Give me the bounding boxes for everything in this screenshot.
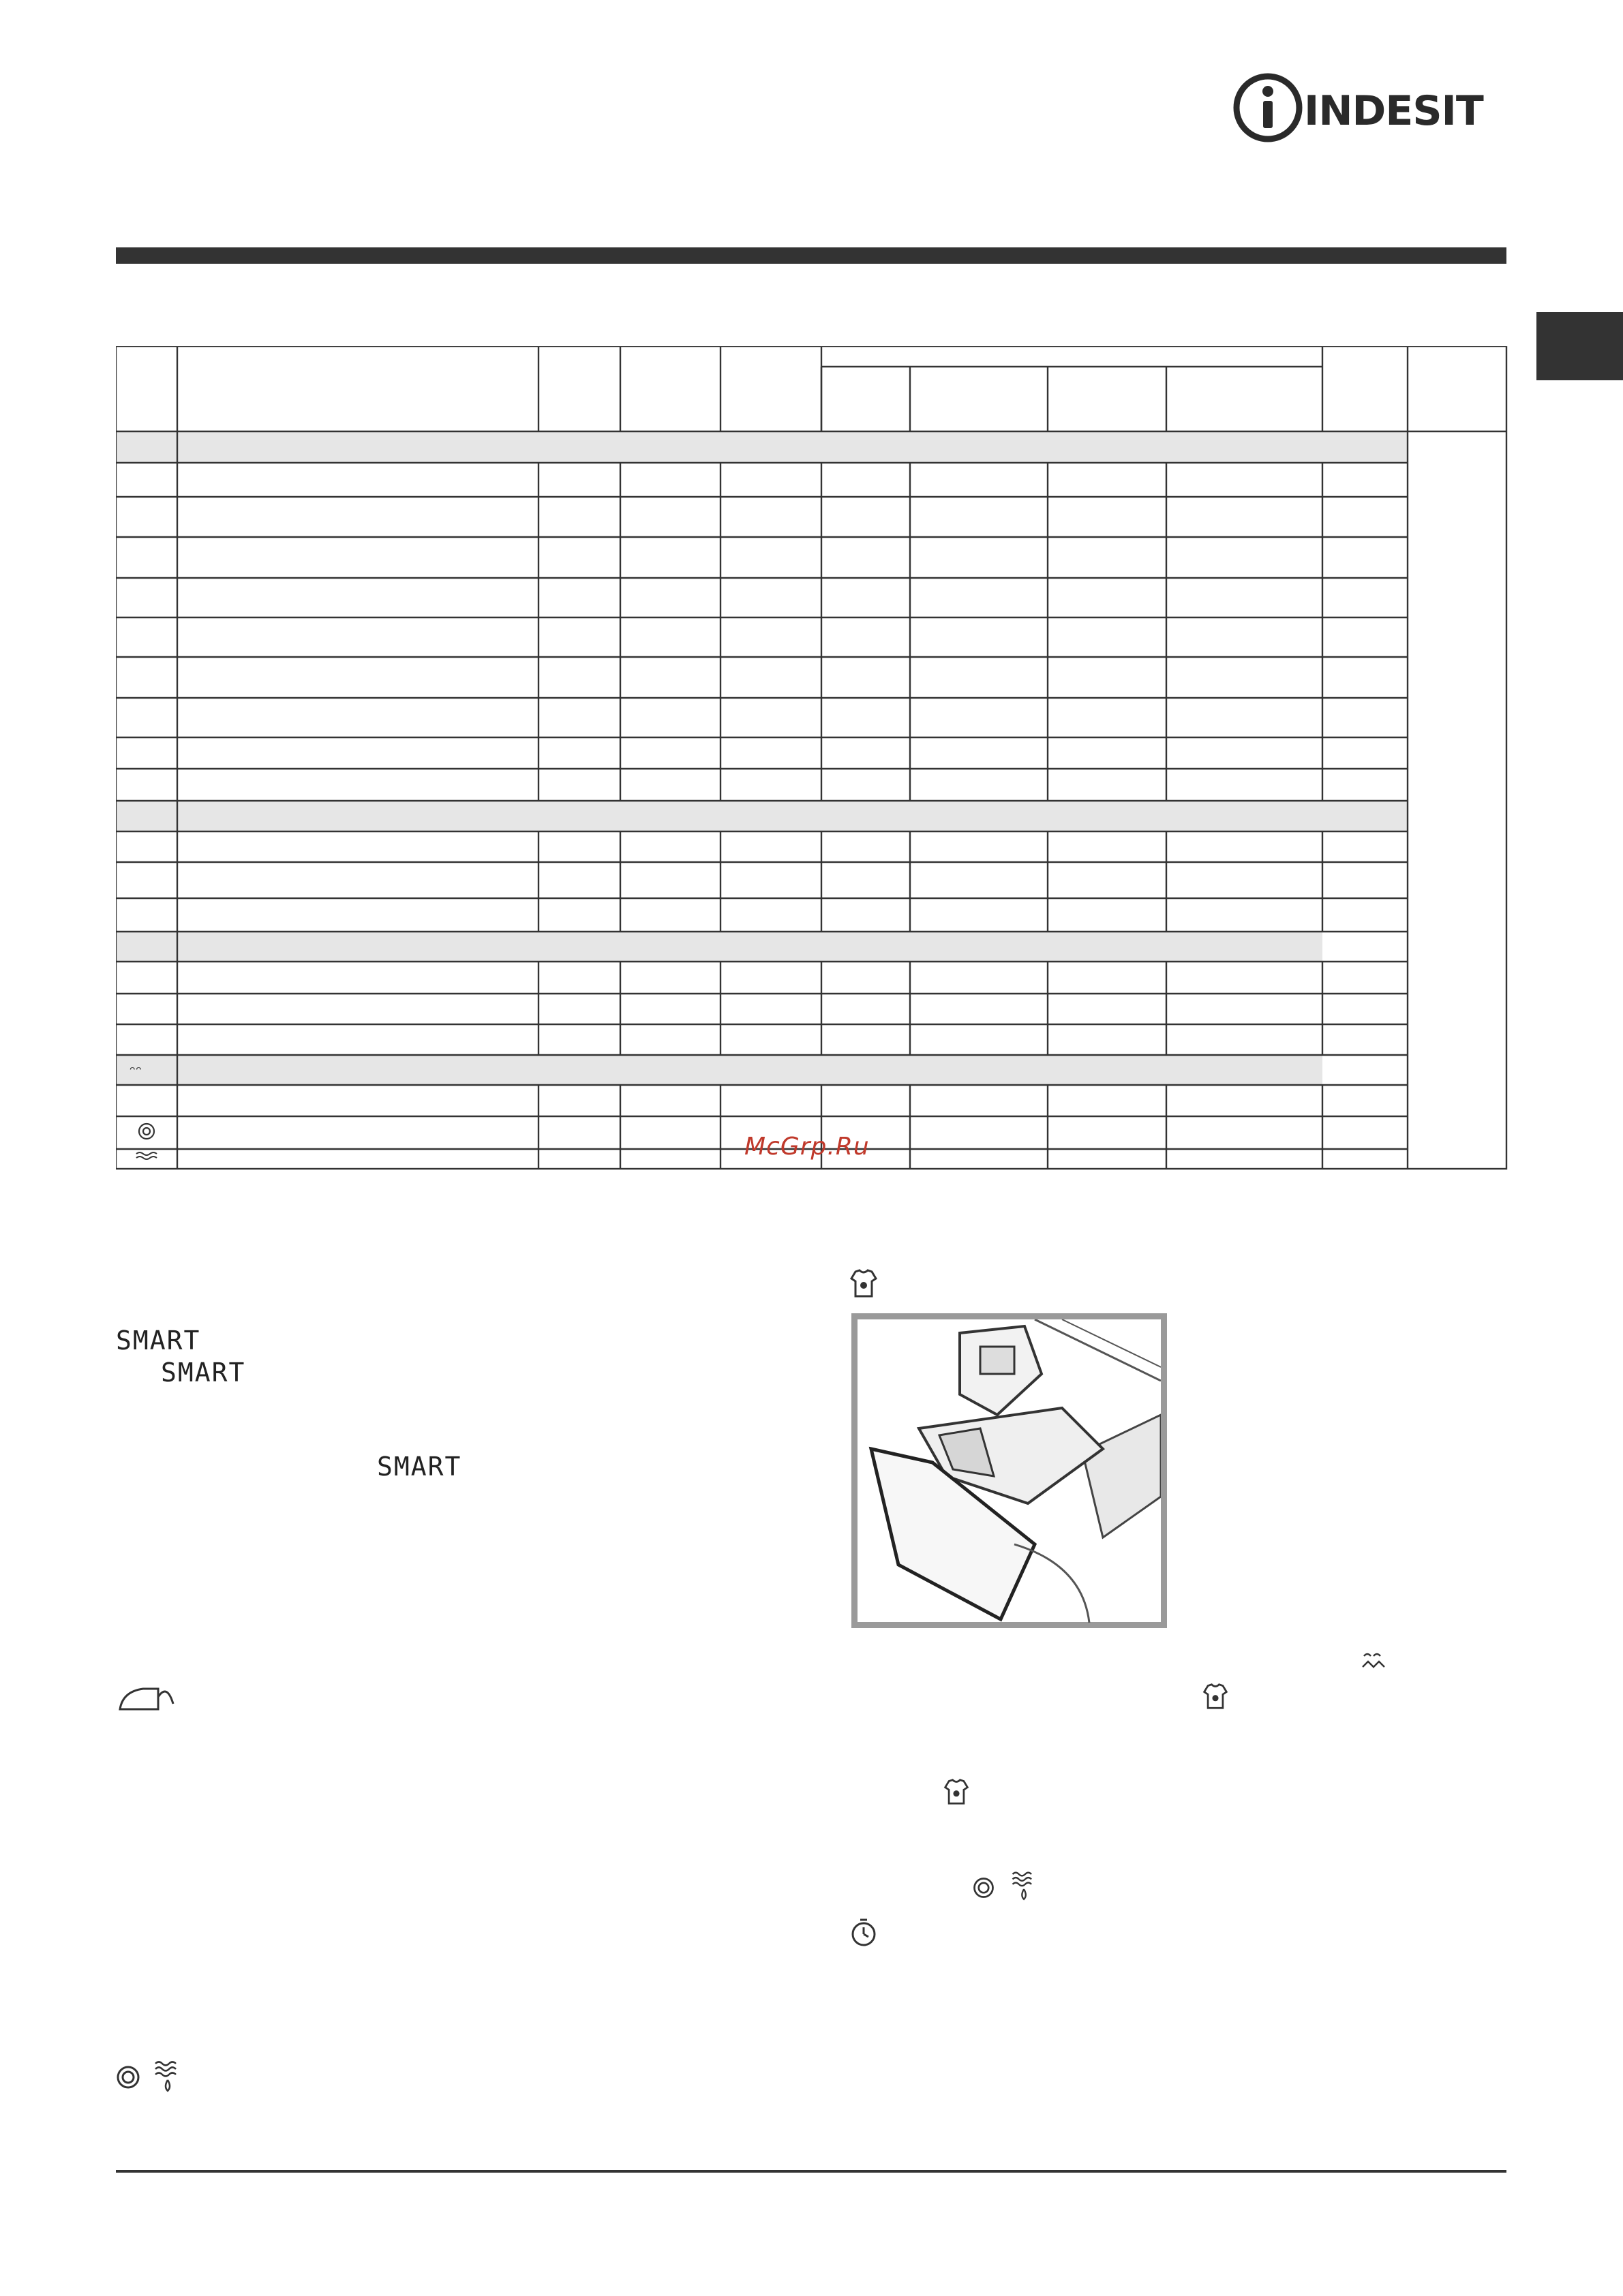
section-row-2 — [116, 801, 1408, 831]
footer-rule — [116, 2170, 1506, 2173]
shirt-stain-icon — [849, 1266, 879, 1300]
programme-table — [116, 346, 1508, 1171]
section-row-4 — [116, 1055, 1322, 1085]
brand-name: INDESIT — [1304, 87, 1483, 135]
smart-label-3: SMART — [377, 1452, 462, 1482]
header-rule — [116, 247, 1506, 264]
section-row-1 — [116, 431, 1408, 463]
spin-icon — [971, 1876, 996, 1900]
timer-icon — [849, 1916, 878, 1948]
detergent-drawer-illustration — [851, 1313, 1167, 1628]
language-tab — [1536, 312, 1623, 380]
shirt-stain-icon — [1202, 1681, 1229, 1712]
rinse-icon: ᵔᵔ — [130, 1064, 142, 1081]
rinse-icon — [1360, 1649, 1387, 1677]
section-row-3 — [116, 932, 1322, 962]
smart-label-1: SMART — [116, 1326, 201, 1356]
spin-icon — [139, 1124, 154, 1139]
indesit-circle-i-icon — [1232, 72, 1303, 143]
shirt-stain-icon — [943, 1776, 970, 1807]
smart-label-2: SMART — [161, 1358, 246, 1388]
watermark: McGrp.Ru — [744, 1133, 870, 1161]
spin-icon — [115, 2064, 142, 2091]
drain-icon — [136, 1152, 157, 1159]
iron-icon — [116, 1682, 177, 1716]
drain-icon — [151, 2058, 185, 2096]
brand-logo — [1232, 72, 1505, 147]
drain-icon — [1009, 1869, 1040, 1904]
